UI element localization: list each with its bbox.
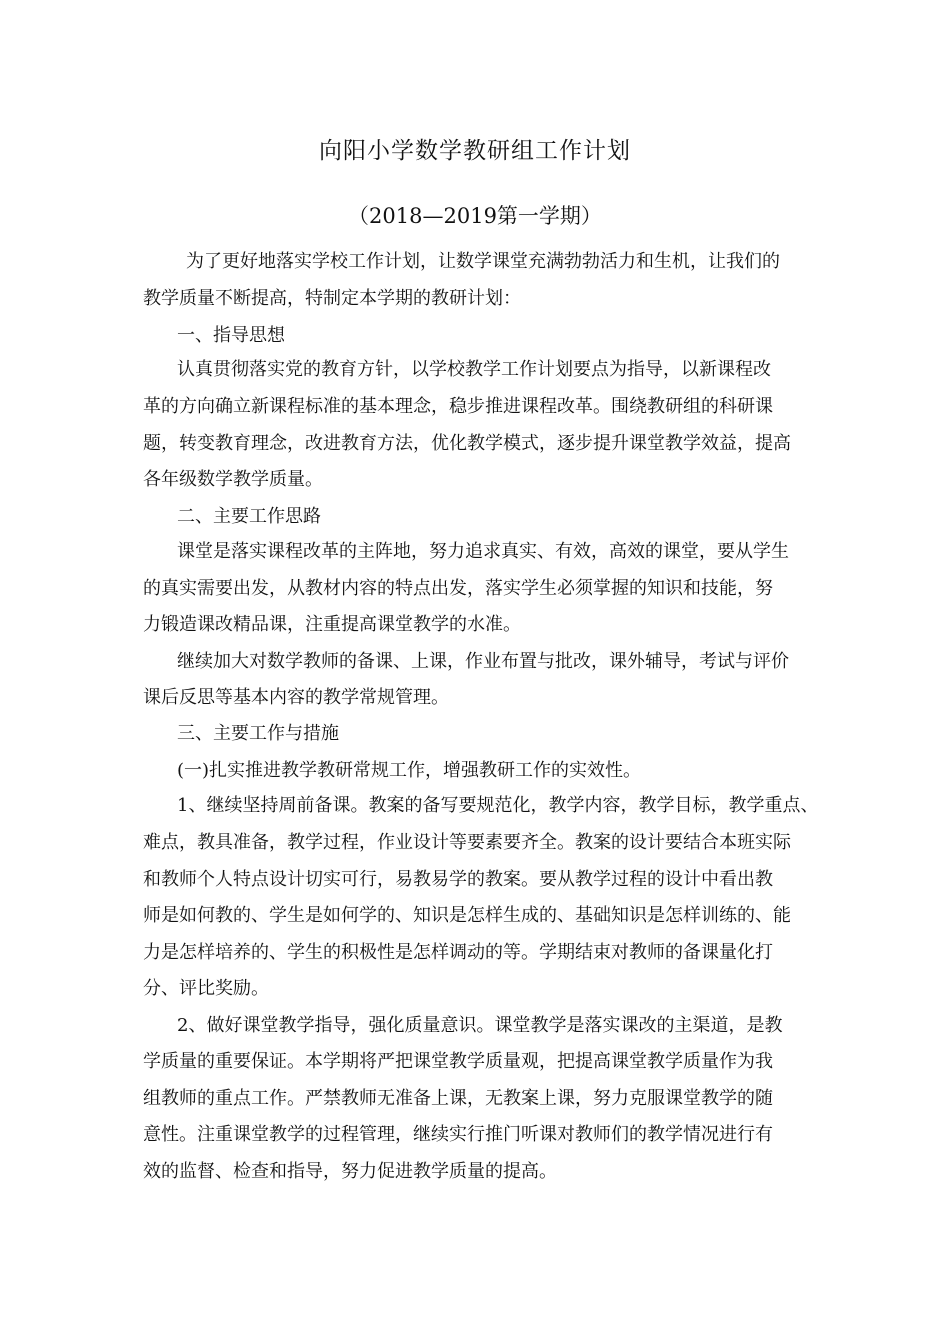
paragraph-line: 1、继续坚持周前备课。教案的备写要规范化，教学内容，教学目标，教学重点、	[177, 795, 819, 816]
paragraph-line: 效的监督、检查和指导，努力促进教学质量的提高。	[143, 1161, 557, 1182]
paragraph-line: 和教师个人特点设计切实可行，易教易学的教案。要从教学过程的设计中看出教	[143, 869, 773, 890]
paragraph-line: 题，转变教育理念，改进教育方法，优化教学模式，逐步提升课堂教学效益，提高	[143, 433, 791, 454]
document-title: 向阳小学数学教研组工作计划	[319, 138, 631, 164]
paragraph-line: 革的方向确立新课程标准的基本理念，稳步推进课程改革。围绕教研组的科研课	[143, 396, 773, 417]
paragraph-line: 的真实需要出发，从教材内容的特点出发，落实学生必须掌握的知识和技能，努	[143, 578, 773, 599]
paragraph-line: 难点，教具准备，教学过程，作业设计等要素要齐全。教案的设计要结合本班实际	[143, 832, 791, 853]
intro-line-1: 为了更好地落实学校工作计划，让数学课堂充满勃勃活力和生机，让我们的	[186, 251, 780, 272]
paragraph-line: 继续加大对数学教师的备课、上课，作业布置与批改，课外辅导，考试与评价	[177, 651, 789, 672]
paragraph-line: 课堂是落实课程改革的主阵地，努力追求真实、有效，高效的课堂，要从学生	[177, 541, 789, 562]
section-heading-1: 一、指导思想	[177, 325, 285, 346]
intro-line-2: 教学质量不断提高，特制定本学期的教研计划：	[143, 288, 521, 309]
section-heading-3: 三、主要工作与措施	[177, 723, 339, 744]
paragraph-line: 分、评比奖励。	[143, 978, 269, 999]
paragraph-line: 组教师的重点工作。严禁教师无准备上课，无教案上课，努力克服课堂教学的随	[143, 1088, 773, 1109]
paragraph-line: 力锻造课改精品课，注重提高课堂教学的水准。	[143, 614, 521, 635]
paragraph-line: 学质量的重要保证。本学期将严把课堂教学质量观，把提高课堂教学质量作为我	[143, 1051, 773, 1072]
paragraph-line: 力是怎样培养的、学生的积极性是怎样调动的等。学期结束对教师的备课量化打	[143, 942, 773, 963]
section-heading-2: 二、主要工作思路	[177, 506, 321, 527]
paragraph-line: 师是如何教的、学生是如何学的、知识是怎样生成的、基础知识是怎样训练的、能	[143, 905, 791, 926]
paragraph-line: 2、做好课堂教学指导，强化质量意识。课堂教学是落实课改的主渠道，是教	[177, 1015, 783, 1036]
paragraph-line: 认真贯彻落实党的教育方针，以学校教学工作计划要点为指导，以新课程改	[177, 359, 771, 380]
paragraph-line: 各年级数学教学质量。	[143, 469, 323, 490]
paragraph-line: 意性。注重课堂教学的过程管理，继续实行推门听课对教师们的教学情况进行有	[143, 1124, 773, 1145]
paragraph-line: 课后反思等基本内容的教学常规管理。	[143, 687, 449, 708]
document-subtitle: （2018—2019第一学期）	[348, 204, 602, 228]
subsection-heading: (一)扎实推进教学教研常规工作，增强教研工作的实效性。	[177, 760, 642, 781]
